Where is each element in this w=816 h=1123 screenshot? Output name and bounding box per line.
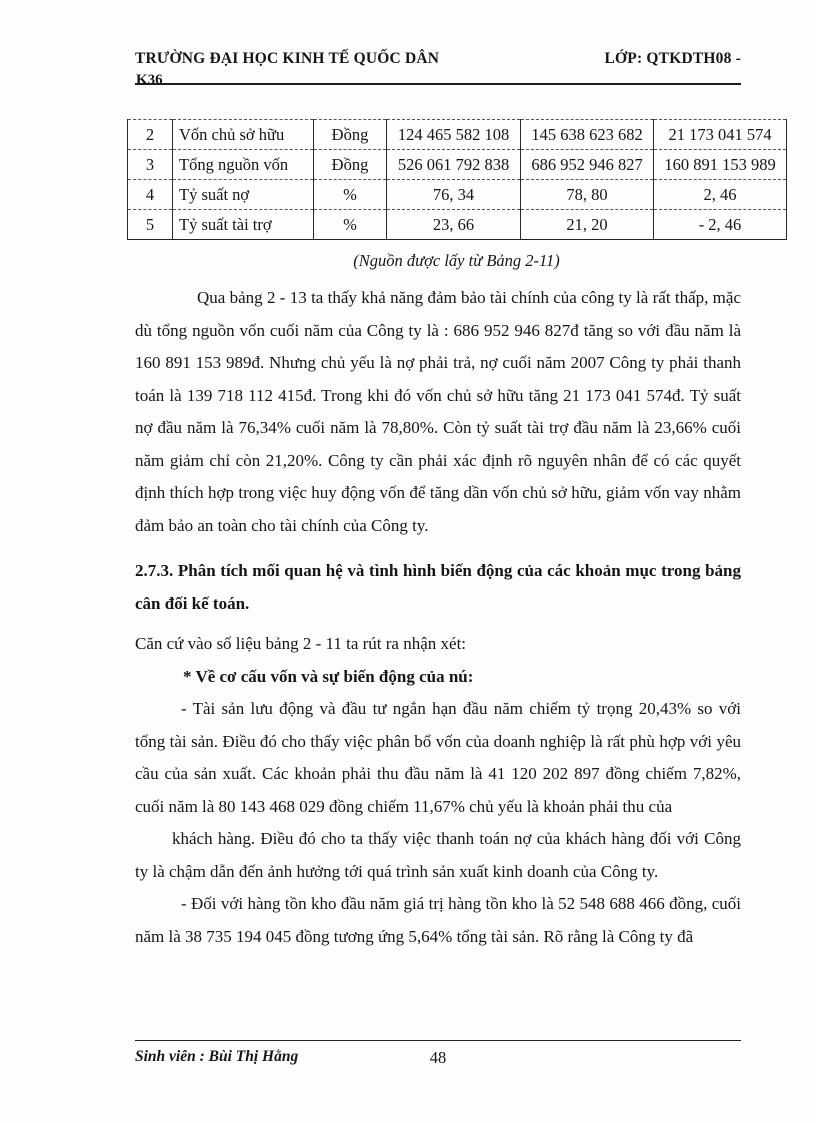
header-divider [135, 83, 741, 85]
page-header [135, 50, 741, 88]
cell-index: 5 [128, 210, 173, 240]
cell-unit: % [314, 180, 387, 210]
table-row [128, 210, 787, 240]
paragraph-assets-cont: khách hàng. Điều đó cho ta thấy việc thanh toán nợ của khách hàng đối với Công ty là chậm dẫn đến ảnh hưởng tới quá trình sản xuất kinh doanh của Công ty. [135, 829, 741, 881]
cell-difference: 21 173 041 574 [654, 120, 787, 150]
cell-difference: 160 891 153 989 [654, 150, 787, 180]
cell-item-name: Vốn chủ sở hữu [173, 120, 314, 150]
cell-index: 3 [128, 150, 173, 180]
cell-unit: Đồng [314, 120, 387, 150]
intro-line: Căn cứ vào số liệu bảng 2 - 11 ta rút ra nhận xét: [135, 634, 467, 653]
footer-divider [135, 1040, 741, 1041]
header-row [135, 50, 741, 68]
document-body [135, 282, 741, 953]
header-class-label: LỚP: QTKDTH08 - [604, 50, 741, 67]
cell-start-year: 23, 66 [387, 210, 521, 240]
footer-page-number: 48 [429, 1048, 447, 1067]
header-class-wrap: K36 [136, 72, 163, 88]
cell-unit: Đồng [314, 150, 387, 180]
table-source-caption: (Nguồn được lấy từ Bảng 2-11) [353, 251, 560, 270]
cell-end-year: 78, 80 [521, 180, 654, 210]
footer-student-name: Sinh viên : Bùi Thị Hằng [135, 1048, 299, 1065]
cell-start-year: 76, 34 [387, 180, 521, 210]
paragraph-inventory: - Đối với hàng tồn kho đầu năm giá trị hàng tồn kho là 52 548 688 466 đồng, cuối năm là 38 735 194 045 đồng tương ứng 5,64% tổng tài sản. Rõ rằng là Công ty đã [135, 894, 741, 946]
table-row [128, 150, 787, 180]
cell-item-name: Tỷ suất tài trợ [173, 210, 314, 240]
cell-index: 2 [128, 120, 173, 150]
cell-start-year: 526 061 792 838 [387, 150, 521, 180]
table-row [128, 180, 787, 210]
paragraph-analysis: Qua bảng 2 - 13 ta thấy khả năng đảm bảo tài chính của công ty là rất thấp, mặc dù tổng nguồn vốn cuối năm của Công ty là : 686 952 946 827đ tăng so với đầu năm là 160 891 153 989đ. Nhưng chủ yếu là nợ phải trả, nợ cuối năm 2007 Công ty phải thanh toán là 139 718 112 415đ. Trong khi đó vốn chủ sở hữu tăng 21 173 041 574đ. Tỷ suất nợ đầu năm là 76,34% cuối năm là 78,80%. Còn tỷ suất tài trợ đầu năm là 23,66% cuối năm giảm chỉ còn 21,20%. Công ty cần phải xác định rõ nguyên nhân để có các quyết định thích hợp trong việc huy động vốn để tăng dần vốn chủ sở hữu, giảm vốn vay nhằm đảm bảo an toàn cho tài chính của Công ty. [135, 288, 741, 535]
cell-start-year: 124 465 582 108 [387, 120, 521, 150]
cell-end-year: 145 638 623 682 [521, 120, 654, 150]
cell-difference: - 2, 46 [654, 210, 787, 240]
page-footer [135, 1048, 741, 1072]
cell-item-name: Tỷ suất nợ [173, 180, 314, 210]
cell-unit: % [314, 210, 387, 240]
cell-end-year: 686 952 946 827 [521, 150, 654, 180]
paragraph-assets: - Tài sản lưu động và đầu tư ngắn hạn đầu năm chiếm tỷ trọng 20,43% so với tổng tài sản. Điều đó cho thấy việc phân bổ vốn của doanh nghiệp là rất phù hợp với yêu cầu của sản xuất. Các khoản phải thu đầu năm là 41 120 202 897 đồng chiếm 7,82%, cuối năm là 80 143 468 029 đồng chiếm 11,67% chủ yếu là khoản phải thu của [135, 699, 741, 816]
section-heading: 2.7.3. Phân tích mối quan hệ và tình hình biến động của các khoản mục trong bảng cân đối kế toán. [135, 561, 741, 613]
subsection-heading: * Về cơ cấu vốn và sự biến động của nú: [183, 666, 474, 686]
cell-item-name: Tổng nguồn vốn [173, 150, 314, 180]
cell-index: 4 [128, 180, 173, 210]
header-school-name: TRƯỜNG ĐẠI HỌC KINH TẾ QUỐC DÂN [135, 50, 440, 67]
table-row [128, 120, 787, 150]
cell-end-year: 21, 20 [521, 210, 654, 240]
financial-table [127, 119, 787, 240]
cell-difference: 2, 46 [654, 180, 787, 210]
